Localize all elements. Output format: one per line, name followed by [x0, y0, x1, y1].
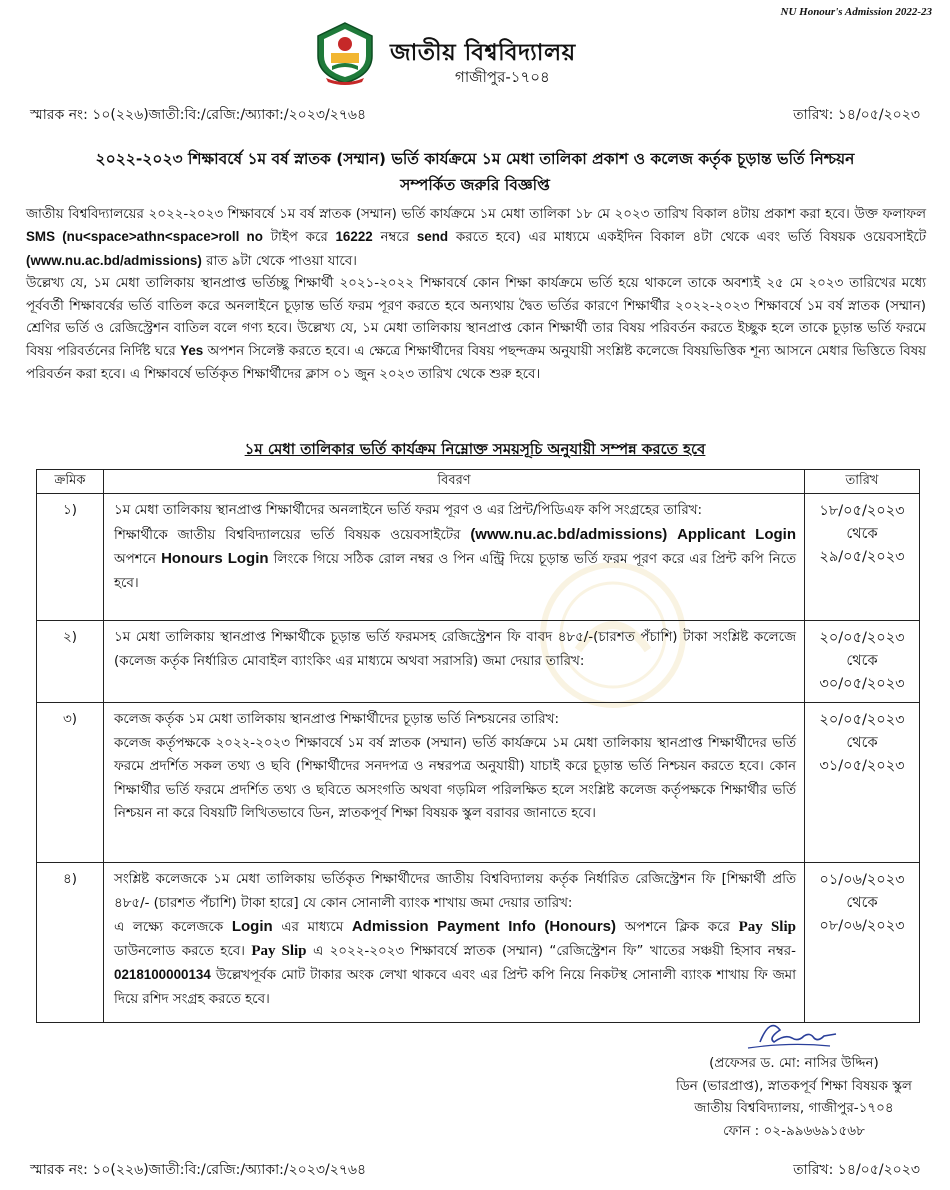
row-description — [104, 621, 805, 703]
row4-text-c: অপশনে ক্লিক করে — [616, 920, 739, 935]
row-serial: ৩) — [37, 703, 104, 863]
university-seal-icon — [312, 20, 378, 86]
memo-date: তারিখ: ১৪/০৫/২০২৩ — [793, 107, 920, 123]
row1-line1: ১ম মেধা তালিকায় স্থানপ্রাপ্ত শিক্ষার্থীদের অনলাইনে ভর্তি ফরম পূরণ ও এর প্রিন্ট/পিডিএফ কপি সংগ্রহের তারিখ: — [114, 503, 703, 518]
row4-login: Login — [231, 918, 273, 935]
date-to: ৩১/০৫/২০২৩ — [819, 758, 905, 774]
col-header-serial: ক্রমিক — [37, 470, 104, 494]
footer-date: তারিখ: ১৪/০৫/২০২৩ — [793, 1162, 920, 1178]
row1-text-a: শিক্ষার্থীকে জাতীয় বিশ্ববিদ্যালয়ের ভর্তি বিষয়ক ওয়েবসাইটের — [114, 527, 471, 543]
date-to: ২৯/০৫/২০২৩ — [819, 549, 905, 565]
sms-format: SMS (nu<space>athn<space>roll no — [26, 229, 263, 245]
row4-account-number: 0218100000134 — [114, 967, 211, 982]
table-header-row — [37, 470, 920, 494]
row4-text-d: ডাউনলোড করতে হবে। — [114, 943, 252, 959]
row-date — [805, 703, 920, 863]
p1-text-d: করতে হবে) এর মাধ্যমে একইদিন বিকাল ৪টা থেকে এবং ভর্তি বিষয়ক ওয়েবসাইটে — [448, 230, 927, 246]
row4-text-b: এর মাধ্যমে — [272, 920, 352, 935]
date-to: ০৮/০৬/২০২৩ — [819, 918, 905, 934]
row4-payslip-1: Pay Slip — [738, 919, 796, 935]
row4-line1: সংশ্লিষ্ট কলেজকে ১ম মেধা তালিকায় ভর্তিকৃত শিক্ষার্থীদের জাতীয় বিশ্ববিদ্যালয় কর্তৃক নির্ধারিত রেজিস্ট্রেশন ফি [শিক্ষার্থী প্রতি ৪৮৫/- (চারশত পঁচাশি) টাকা হারে] যে কোন সোনালী ব্যাংক শাখায় জমা দেয়ার তারিখ: — [114, 872, 796, 911]
row-description — [104, 494, 805, 621]
signatory-phone: ফোন : ০২-৯৯৬৬৯১৫৬৮ — [723, 1122, 865, 1139]
date-to-label: থেকে — [846, 895, 878, 911]
date-to-label: থেকে — [846, 526, 878, 542]
yes-option: Yes — [180, 343, 204, 359]
p1-text-e: রাত ৯টা থেকে পাওয়া যাবে। — [201, 253, 357, 269]
col-header-description: বিবরণ — [104, 470, 805, 494]
signature-block — [676, 1052, 912, 1142]
row-date — [805, 863, 920, 1023]
date-from: ২০/০৫/২০২৩ — [819, 712, 905, 728]
row4-text-f: উল্লেখপূর্বক মোট টাকার অংক লেখা থাকবে এবং এর প্রিন্ট কপি নিয়ে নিকটস্থ সোনালী ব্যাংক শাখায় ফি জমা দিয়ে রশিদ সংগ্রহ করতে হবে। — [114, 968, 796, 1007]
notice-body — [26, 204, 926, 386]
table-row — [37, 494, 920, 621]
p1-text-c: নম্বরে — [372, 230, 417, 246]
p2-text-b: অপশন সিলেক্ট করতে হবে। এ ক্ষেত্রে শিক্ষার্থীদের বিষয় পছন্দক্রম অনুযায়ী সংশ্লিষ্ট কলেজে বিষয়ভিত্তিক শূন্য আসনে মেধার ভিত্তিতে বিষয় পরিবর্তন করা হবে। এ শিক্ষাবর্ষে ভর্তিকৃত শিক্ষার্থীদের ক্লাস ০১ জুন ২০২৩ তারিখ থেকে শুরু হবে। — [26, 344, 926, 382]
date-to: ৩০/০৫/২০২৩ — [819, 676, 905, 692]
header-top-right: NU Honour's Admission 2022-23 — [780, 6, 932, 18]
notice-title-line2: সম্পর্কিত জরুরি বিজ্ঞপ্তি — [400, 176, 550, 194]
schedule-table — [36, 469, 920, 1023]
date-to-label: থেকে — [846, 735, 878, 751]
notice-title-line1: ২০২২-২০২৩ শিক্ষাবর্ষে ১ম বর্ষ স্নাতক (সম্মান) ভর্তি কার্যক্রমে ১ম মেধা তালিকা প্রকাশ ও কলেজ কর্তৃক চূড়ান্ত ভর্তি নিশ্চয়ন — [95, 150, 855, 168]
row4-text-a: এ লক্ষ্যে কলেজকে — [114, 920, 232, 935]
row4-payslip-2: Pay Slip — [251, 942, 307, 959]
p1-text-a: জাতীয় বিশ্ববিদ্যালয়ের ২০২২-২০২৩ শিক্ষাবর্ষে ১ম বর্ষ স্নাতক (সম্মান) ভর্তি কার্যক্রমে ১ম মেধা তালিকা ১৮ মে ২০২৩ তারিখ বিকাল ৪টায় প্রকাশ করা হবে। উক্ত ফলাফল — [26, 207, 926, 222]
signatory-institution: জাতীয় বিশ্ববিদ্যালয়, গাজীপুর-১৭০৪ — [694, 1100, 894, 1116]
handwritten-signature-icon — [740, 1012, 860, 1052]
row-serial: ১) — [37, 494, 104, 621]
row3-line2: কলেজ কর্তৃপক্ষকে ২০২২-২০২৩ শিক্ষাবর্ষে ১ম বর্ষ স্নাতক (সম্মান) ভর্তি কার্যক্রমে ১ম মেধা তালিকায় স্থানপ্রাপ্ত শিক্ষার্থীদের ভর্তি ফরমে প্রদর্শিত সকল তথ্য ও ছবি (শিক্ষার্থীদের সনদপত্র ও নম্বরপত্র অনুযায়ী) যাচাই করে চূড়ান্ত ভর্তি নিশ্চয়ন করতে হবে। কোন শিক্ষার্থীর ভর্তি ফরমে প্রদর্শিত তথ্য ও ছবিতে অসংগতি অথবা গড়মিল পরিলক্ষিত হলে সংশ্লিষ্ট কলেজ কর্তৃপক্ষকে শিক্ষার্থীর ভর্তি নিশ্চয়ন না করে বিষয়টি লিখিতভাবে ডিন, স্নাতকপূর্ব শিক্ষা বিষয়ক স্কুল বরাবর জানাতে হবে। — [114, 735, 796, 821]
signatory-name: (প্রফেসর ড. মো: নাসির উদ্দিন) — [709, 1055, 879, 1071]
university-address: গাজীপুর-১৭০৪ — [455, 68, 550, 86]
university-name: জাতীয় বিশ্ববিদ্যালয় — [390, 40, 576, 66]
p1-text-b: টাইপ করে — [262, 230, 336, 246]
row2-line1: ১ম মেধা তালিকায় স্থানপ্রাপ্ত শিক্ষার্থীকে চূড়ান্ত ভর্তি ফরমসহ রেজিস্ট্রেশন ফি বাবদ ৪৮৫/-(চারশত পঁচাশি) টাকা সংশ্লিষ্ট কলেজে (কলেজ কর্তৃক নির্ধারিত মোবাইল ব্যাংকিং এর মাধ্যমে অথবা সরাসরি) জমা দেয়ার তারিখ: — [114, 630, 796, 669]
notice-title — [20, 146, 930, 198]
footer-memo-number: স্মারক নং: ১০(২২৬)জাতী:বি:/রেজি:/অ্যাকা:/২০২৩/২৭৬৪ — [30, 1162, 367, 1178]
row1-line2 — [114, 523, 796, 596]
row4-text-e: এ ২০২২-২০২৩ শিক্ষাবর্ষে স্নাতক (সম্মান) “রেজিস্ট্রেশন ফি” খাতের সঞ্চয়ী হিসাব নম্বর- — [306, 943, 796, 959]
row4-line2 — [114, 915, 796, 1011]
table-row — [37, 621, 920, 703]
body-paragraph-1 — [26, 204, 926, 273]
memo-number: স্মারক নং: ১০(২২৬)জাতী:বি:/রেজি:/অ্যাকা:/২০২৩/২৭৬৪ — [30, 107, 367, 123]
table-row — [37, 863, 920, 1023]
col-header-date: তারিখ — [805, 470, 920, 494]
row4-payment-info: Admission Payment Info (Honours) — [351, 918, 617, 935]
p2-text-a: উল্লেখ্য যে, ১ম মেধা তালিকায় স্থানপ্রাপ্ত ভর্তিচ্ছু শিক্ষার্থী ২০২১-২০২২ শিক্ষাবর্ষে কোন শিক্ষা কার্যক্রমে ভর্তি হয়ে থাকলে তাকে অবশ্যই ২৫ মে ২০২৩ তারিখের মধ্যে পূর্ববর্তী শিক্ষাবর্ষের ভর্তি বাতিল করে অনলাইনে চূড়ান্ত ভর্তি ফরম পূরণ করতে হবে অন্যথায় দ্বৈত ভর্তির কারণে শিক্ষার্থীর ২০২২-২০২৩ শিক্ষাবর্ষে ১ম বর্ষ স্নাতক (সম্মান) শ্রেণির ভর্তি ও রেজিস্ট্রেশন বাতিল বলে গণ্য হবে। উল্লেখ্য যে, ১ম মেধা তালিকায় স্থানপ্রাপ্ত কোন শিক্ষার্থী তার বিষয় পরিবর্তন করতে ইচ্ছুক হলে তাকে চূড়ান্ত ভর্তি ফরমে বিষয় পরিবর্তনের নির্দিষ্ট ঘরে — [26, 276, 926, 360]
schedule-heading-text: ১ম মেধা তালিকার ভর্তি কার্যক্রম নিম্নোক্ত সময়সূচি অনুযায়ী সম্পন্ন করতে হবে — [244, 440, 706, 458]
row-serial: ২) — [37, 621, 104, 703]
signatory-designation: ডিন (ভারপ্রাপ্ত), স্নাতকপূর্ব শিক্ষা বিষয়ক স্কুল — [675, 1077, 912, 1094]
date-from: ১৮/০৫/২০২৩ — [819, 503, 905, 519]
date-to-label: থেকে — [846, 653, 878, 669]
date-from: ২০/০৫/২০২৩ — [819, 630, 905, 646]
table-row — [37, 703, 920, 863]
row-serial: ৪) — [37, 863, 104, 1023]
sms-number: 16222 — [335, 229, 373, 245]
row1-url: (www.nu.ac.bd/admissions) Applicant Login — [470, 525, 796, 543]
date-from: ০১/০৬/২০২৩ — [819, 872, 905, 888]
row1-text-b: অপশনে — [114, 552, 162, 567]
admission-url: (www.nu.ac.bd/admissions) — [26, 252, 202, 268]
schedule-heading — [0, 438, 950, 463]
row3-line1: কলেজ কর্তৃক ১ম মেধা তালিকায় স্থানপ্রাপ্ত শিক্ষার্থীদের চূড়ান্ত ভর্তি নিশ্চয়নের তারিখ: — [114, 712, 559, 727]
row-date — [805, 621, 920, 703]
body-paragraph-2 — [26, 273, 926, 386]
row1-text-c: লিংকে গিয়ে সঠিক রোল নম্বর ও পিন এন্ট্রি দিয়ে চূড়ান্ত ভর্তি ফরম পূরণ করে এর প্রিন্ট কপি নিতে হবে। — [114, 552, 796, 591]
row-description — [104, 703, 805, 863]
row-description — [104, 863, 805, 1023]
sms-send: send — [416, 229, 449, 245]
row1-honours-login: Honours Login — [161, 550, 269, 567]
row-date — [805, 494, 920, 621]
